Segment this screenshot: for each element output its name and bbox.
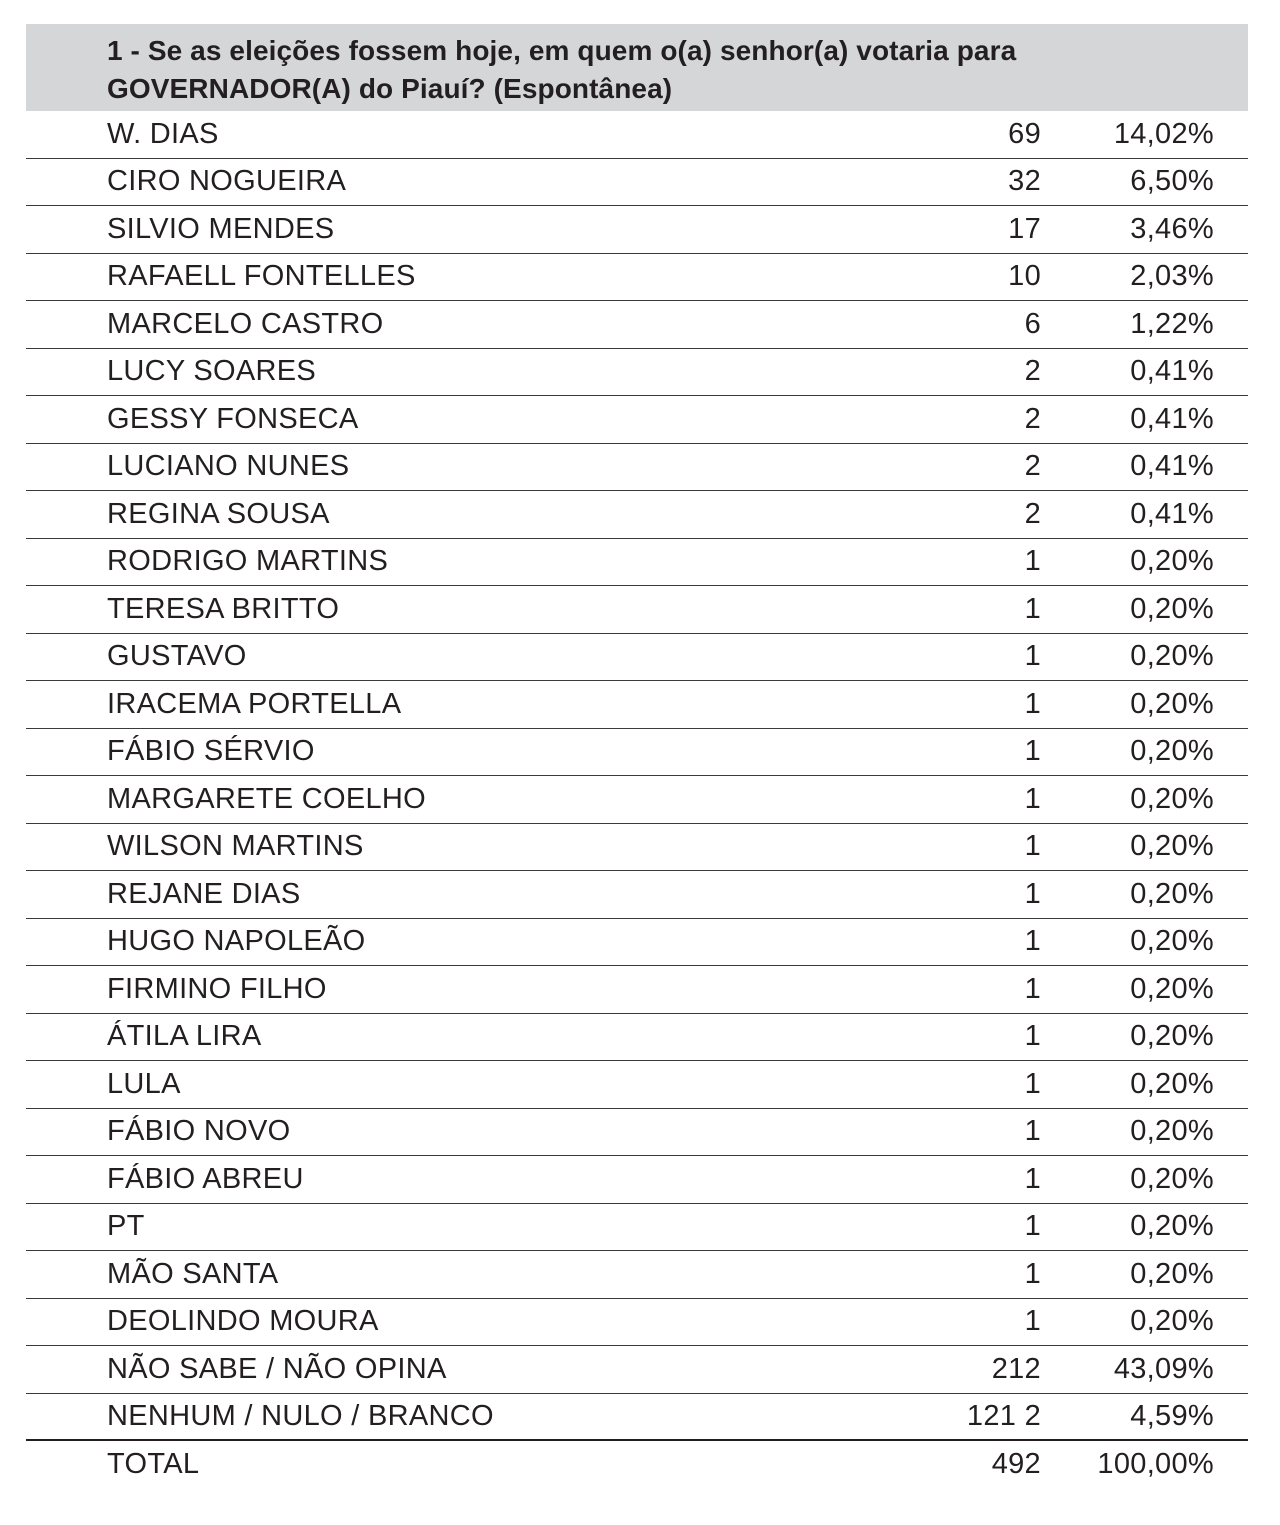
vote-count: 2: [1024, 450, 1041, 483]
vote-percent: 0,41%: [1130, 355, 1214, 388]
vote-count: 1: [1024, 1115, 1041, 1148]
vote-count: 1: [1024, 1162, 1041, 1195]
table-row: [26, 1014, 1248, 1062]
candidate-name: DEOLINDO MOURA: [107, 1305, 379, 1338]
table-header: [26, 24, 1248, 111]
vote-count: 1: [1024, 640, 1041, 673]
table-row: [26, 966, 1248, 1014]
vote-count: 1: [1024, 877, 1041, 910]
vote-percent: 0,20%: [1130, 1257, 1214, 1290]
vote-count: 1: [1024, 1210, 1041, 1243]
vote-count: 1: [1024, 1020, 1041, 1053]
vote-count: 6: [1024, 307, 1041, 340]
vote-percent: 0,20%: [1130, 1067, 1214, 1100]
vote-count: 1: [1024, 782, 1041, 815]
candidate-name: MARGARETE COELHO: [107, 782, 427, 815]
vote-percent: 0,20%: [1130, 1115, 1214, 1148]
candidate-name: REJANE DIAS: [107, 877, 301, 910]
table-row: [26, 634, 1248, 682]
candidate-name: WILSON MARTINS: [107, 830, 364, 863]
vote-count: 1: [1024, 592, 1041, 625]
candidate-name: IRACEMA PORTELLA: [107, 687, 402, 720]
candidate-name: PT: [107, 1210, 145, 1243]
vote-percent: 0,20%: [1130, 1210, 1214, 1243]
vote-percent: 0,20%: [1130, 1020, 1214, 1053]
vote-percent: 0,20%: [1130, 545, 1214, 578]
vote-percent: 0,20%: [1130, 830, 1214, 863]
candidate-name: SILVIO MENDES: [107, 212, 335, 245]
table-row: [26, 111, 1248, 159]
table-row: [26, 919, 1248, 967]
candidate-name: CIRO NOGUEIRA: [107, 165, 347, 198]
vote-count: 10: [1008, 260, 1041, 293]
table-row: [26, 301, 1248, 349]
table-row: [26, 824, 1248, 872]
vote-percent: 6,50%: [1130, 165, 1214, 198]
table-row: [26, 776, 1248, 824]
table-row: [26, 254, 1248, 302]
table-row: [26, 159, 1248, 207]
vote-percent: 1,22%: [1130, 307, 1214, 340]
table-row: [26, 1299, 1248, 1347]
vote-count: 1: [1024, 1305, 1041, 1338]
vote-count: 121 2: [966, 1399, 1041, 1432]
vote-percent: 0,20%: [1130, 925, 1214, 958]
table-row: [26, 491, 1248, 539]
vote-count: 1: [1024, 735, 1041, 768]
table-row: [26, 1346, 1248, 1394]
candidate-name: LULA: [107, 1067, 181, 1100]
vote-count: 1: [1024, 972, 1041, 1005]
table-row: [26, 444, 1248, 492]
vote-count: 1: [1024, 1257, 1041, 1290]
poll-table: [26, 24, 1248, 1489]
table-row: [26, 1061, 1248, 1109]
vote-percent: 0,41%: [1130, 450, 1214, 483]
candidate-name: FIRMINO FILHO: [107, 972, 327, 1005]
candidate-name: RAFAELL FONTELLES: [107, 260, 416, 293]
candidate-name: W. DIAS: [107, 117, 219, 150]
vote-count: 1: [1024, 925, 1041, 958]
table-row: [26, 539, 1248, 587]
vote-percent: 0,41%: [1130, 402, 1214, 435]
candidate-name: NÃO SABE / NÃO OPINA: [107, 1352, 447, 1385]
table-row: [26, 586, 1248, 634]
candidate-name: MARCELO CASTRO: [107, 307, 384, 340]
vote-count: 2: [1024, 497, 1041, 530]
table-row: [26, 396, 1248, 444]
table-row: [26, 349, 1248, 397]
candidate-name: FÁBIO NOVO: [107, 1115, 291, 1148]
vote-percent: 0,20%: [1130, 640, 1214, 673]
candidate-name: HUGO NAPOLEÃO: [107, 925, 366, 958]
vote-percent: 0,20%: [1130, 592, 1214, 625]
vote-count: 1: [1024, 687, 1041, 720]
candidate-name: MÃO SANTA: [107, 1257, 279, 1290]
vote-count: 2: [1024, 355, 1041, 388]
vote-percent: 3,46%: [1130, 212, 1214, 245]
vote-percent: 0,20%: [1130, 972, 1214, 1005]
table-row: [26, 206, 1248, 254]
vote-percent: 0,20%: [1130, 735, 1214, 768]
table-row: [26, 1394, 1248, 1442]
total-count: 492: [991, 1448, 1041, 1481]
vote-count: 212: [991, 1352, 1041, 1385]
results-list: [26, 111, 1248, 1441]
candidate-name: ÁTILA LIRA: [107, 1020, 262, 1053]
vote-percent: 0,41%: [1130, 497, 1214, 530]
candidate-name: LUCIANO NUNES: [107, 450, 350, 483]
table-row: [26, 1204, 1248, 1252]
vote-percent: 0,20%: [1130, 1162, 1214, 1195]
total-label: TOTAL: [107, 1448, 200, 1481]
vote-count: 1: [1024, 545, 1041, 578]
vote-percent: 0,20%: [1130, 1305, 1214, 1338]
candidate-name: TERESA BRITTO: [107, 592, 340, 625]
vote-percent: 4,59%: [1130, 1399, 1214, 1432]
vote-count: 17: [1008, 212, 1041, 245]
table-row: [26, 681, 1248, 729]
vote-percent: 2,03%: [1130, 260, 1214, 293]
candidate-name: GESSY FONSECA: [107, 402, 359, 435]
candidate-name: GUSTAVO: [107, 640, 247, 673]
candidate-name: RODRIGO MARTINS: [107, 545, 389, 578]
vote-percent: 0,20%: [1130, 687, 1214, 720]
candidate-name: FÁBIO SÉRVIO: [107, 735, 315, 768]
vote-percent: 0,20%: [1130, 782, 1214, 815]
vote-percent: 0,20%: [1130, 877, 1214, 910]
candidate-name: FÁBIO ABREU: [107, 1162, 304, 1195]
table-row: [26, 871, 1248, 919]
vote-count: 1: [1024, 1067, 1041, 1100]
vote-count: 1: [1024, 830, 1041, 863]
vote-percent: 14,02%: [1113, 117, 1214, 150]
total-row: [26, 1441, 1248, 1489]
question-title: 1 - Se as eleições fossem hoje, em quem o(a) senhor(a) votaria para GOVERNADOR(A) do Piauí? (Espontânea): [107, 35, 1017, 104]
vote-count: 69: [1008, 117, 1041, 150]
vote-count: 2: [1024, 402, 1041, 435]
total-percent: 100,00%: [1097, 1448, 1214, 1481]
candidate-name: LUCY SOARES: [107, 355, 317, 388]
candidate-name: NENHUM / NULO / BRANCO: [107, 1399, 494, 1432]
table-row: [26, 729, 1248, 777]
table-row: [26, 1109, 1248, 1157]
table-row: [26, 1156, 1248, 1204]
table-row: [26, 1251, 1248, 1299]
vote-count: 32: [1008, 165, 1041, 198]
vote-percent: 43,09%: [1113, 1352, 1214, 1385]
candidate-name: REGINA SOUSA: [107, 497, 330, 530]
